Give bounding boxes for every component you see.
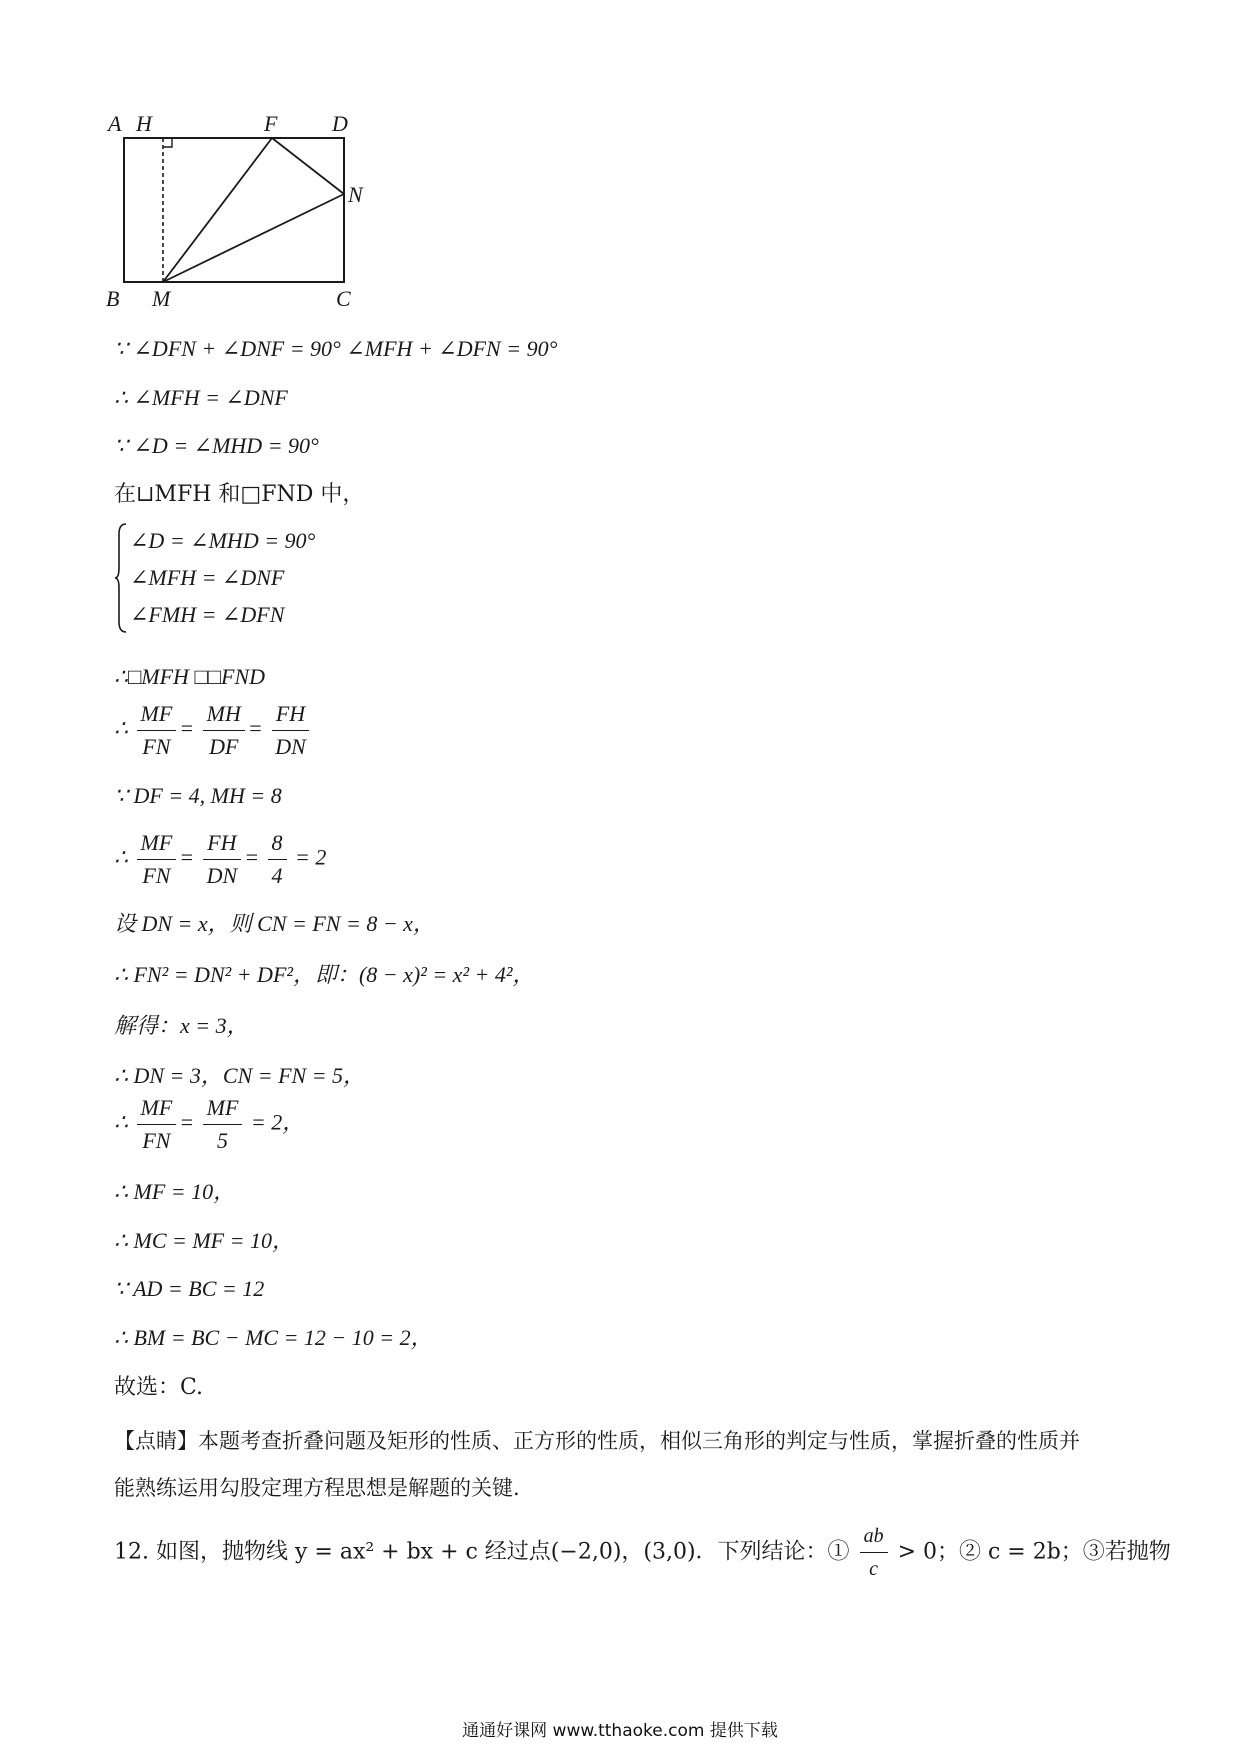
segment-fn <box>272 138 344 194</box>
proof-line-1: ∵ ∠DFN + ∠DNF = 90° ∠MFH + ∠DFN = 90° <box>114 336 558 361</box>
comment-line-2: 能熟练运用勾股定理方程思想是解题的关键. <box>114 1476 520 1500</box>
proof-line-5: ∴□MFH □□FND <box>114 664 266 689</box>
proof-line-10: ∴ FN² = DN² + DF²，即：(8 − x)² = x² + 4²， <box>114 962 535 987</box>
page-footer: 通通好课网 www.tthaoke.com 提供下载 <box>462 1721 778 1741</box>
label-a: A <box>108 111 122 136</box>
label-b: B <box>106 286 120 310</box>
answer-choice: 故选：C. <box>114 1375 204 1400</box>
label-f: F <box>264 111 278 136</box>
proof-line-7: ∵ DF = 4, MH = 8 <box>114 783 282 808</box>
label-d: D <box>332 111 348 136</box>
proof-line-4: 在⊔MFH 和□FND 中， <box>114 482 365 507</box>
label-c: C <box>336 286 351 310</box>
label-h: H <box>136 111 152 136</box>
proof-line-9: 设 DN = x，则 CN = FN = 8 − x， <box>114 911 435 936</box>
label-m: M <box>152 286 171 310</box>
proof-line-17: ∴ BM = BC − MC = 12 − 10 = 2， <box>114 1325 433 1350</box>
proof-line-11: 解得：x = 3， <box>114 1013 249 1038</box>
system-row-1: ∠D = ∠MHD = 90° <box>130 528 316 553</box>
segment-mf <box>163 138 272 282</box>
proof-line-13: ∴ $\frac{MF}{FN}$ = $\frac{MF}{5}$ = 2， <box>114 1095 305 1153</box>
proof-line-6: ∴ $\frac{MF}{FN}$ = $\frac{MH}{DF}$ = $\frac{FH}{DN}$ <box>114 700 313 761</box>
left-brace <box>114 522 128 634</box>
proof-line-12: ∴ DN = 3，CN = FN = 5， <box>114 1063 366 1088</box>
proof-line-16: ∵ AD = BC = 12 <box>114 1276 265 1301</box>
proof-line-3: ∵ ∠D = ∠MHD = 90° <box>114 433 319 458</box>
right-angle-mark <box>163 138 172 147</box>
proof-line-2: ∴ ∠MFH = ∠DNF <box>114 385 288 410</box>
proof-line-8: ∴ $\frac{MF}{FN}$ = $\frac{FH}{DN}$ = $\frac{8}{4}$ = 2 <box>114 830 327 888</box>
comment-line-1: 【点睛】本题考查折叠问题及矩形的性质、正方形的性质，相似三角形的判定与性质，掌握折叠的性质并 <box>114 1429 1080 1453</box>
segment-mn <box>163 194 344 282</box>
proof-line-14: ∴ MF = 10， <box>114 1179 236 1204</box>
question-12: 12. 如图，抛物线 y = ax² + bx + c 经过点(−2,0)，(3,0)．下列结论：① $\frac{ab}{c}$ > 0；② c = 2b；③若抛物 <box>114 1522 1171 1583</box>
system-row-3: ∠FMH = ∠DFN <box>130 602 285 627</box>
proof-line-15: ∴ MC = MF = 10， <box>114 1228 294 1253</box>
rectangle-fold-figure <box>100 100 380 310</box>
system-row-2: ∠MFH = ∠DNF <box>130 565 285 590</box>
label-n: N <box>348 182 363 207</box>
